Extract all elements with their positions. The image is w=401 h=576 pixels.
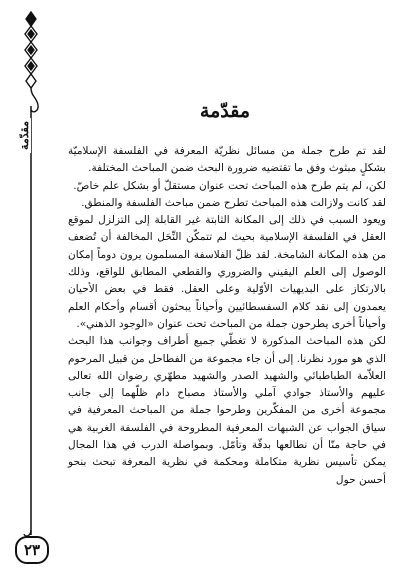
body-text xyxy=(68,143,386,489)
paragraph: لقد كانت ولازالت هذه المباحث تطرح ضمن مباحث الفلسفة والمنطق. xyxy=(81,196,386,209)
running-head: مقدّمة xyxy=(18,118,31,153)
paragraph: ويعود السبب في ذلك إلى المكانة الثابتة غير القابلة إلى التزلزل لموقع العقل في الفلسفة الإسلامية بحيث لم تتمكّن النِّحَل المخالفة أن تُضعف من هذه المكانة الشامخة. لقد ظلّ الفلاسفة المسلمون يرون دوماً إمكان الوصول إلى العلم اليقيني والضروري والقطعي المطابق للواقع، وذلك بالارتكاز على البديهيات الأوّلية وعلى العقل. فقط في بعض الأحيان يعمدون إلى نقد كلام السفسطائيين وأحياناً يبحثون أقسام وأحكام العلم وأحياناً أخرى يطرحون جملة من المباحث تحت عنوان «الوجود الذهني». xyxy=(68,214,386,330)
paragraph: لقد تم طرح جملة من مسائل نظريّة المعرفة في الفلسفة الإسلاميّة بشكلٍ مبثوث وفق ما تقتضيه ضرورة البحث ضمن المباحث المختلفة. xyxy=(68,145,386,175)
page-title: مقدّمة xyxy=(199,100,251,122)
paragraph: لكن، لم يتم طرح هذه المباحث تحت عنوان مستقلّ أو بشكل علم خاصّ. xyxy=(73,179,386,192)
paragraph: لكن هذه المباحث المذكورة لا تغطّي جميع أطراف وجوانب هذا البحث الذي هو مورد نظرنا. إلى أن جاء مجموعة من الفطاحل من قبيل المرحوم العلاّمة الطباطبائي والشهيد الصدر والشهيد مطهّري رضوان الله تعالى عليهم والأستاذ جوادي آملي والأستاذ مصباح دام ظلّهما إلى جانب مجموعة أخرى من المفكّرين وطرحوا جملة من المباحث المعرفية في سياق الجواب عن الشبهات المعرفية المطروحة في الفلسفة الغربية هي في حاجة منّا أن نطالعها بدقّة وتأمّل. وبمواصلة الدرب في هذا المجال يمكن تأسيس نظرية متكاملة ومحكمة في نظرية المعرفة تبحث بنحو أحسن حول xyxy=(68,335,386,486)
decorative-border-ornament xyxy=(14,10,48,570)
page-number: ٢٣ xyxy=(15,536,49,564)
